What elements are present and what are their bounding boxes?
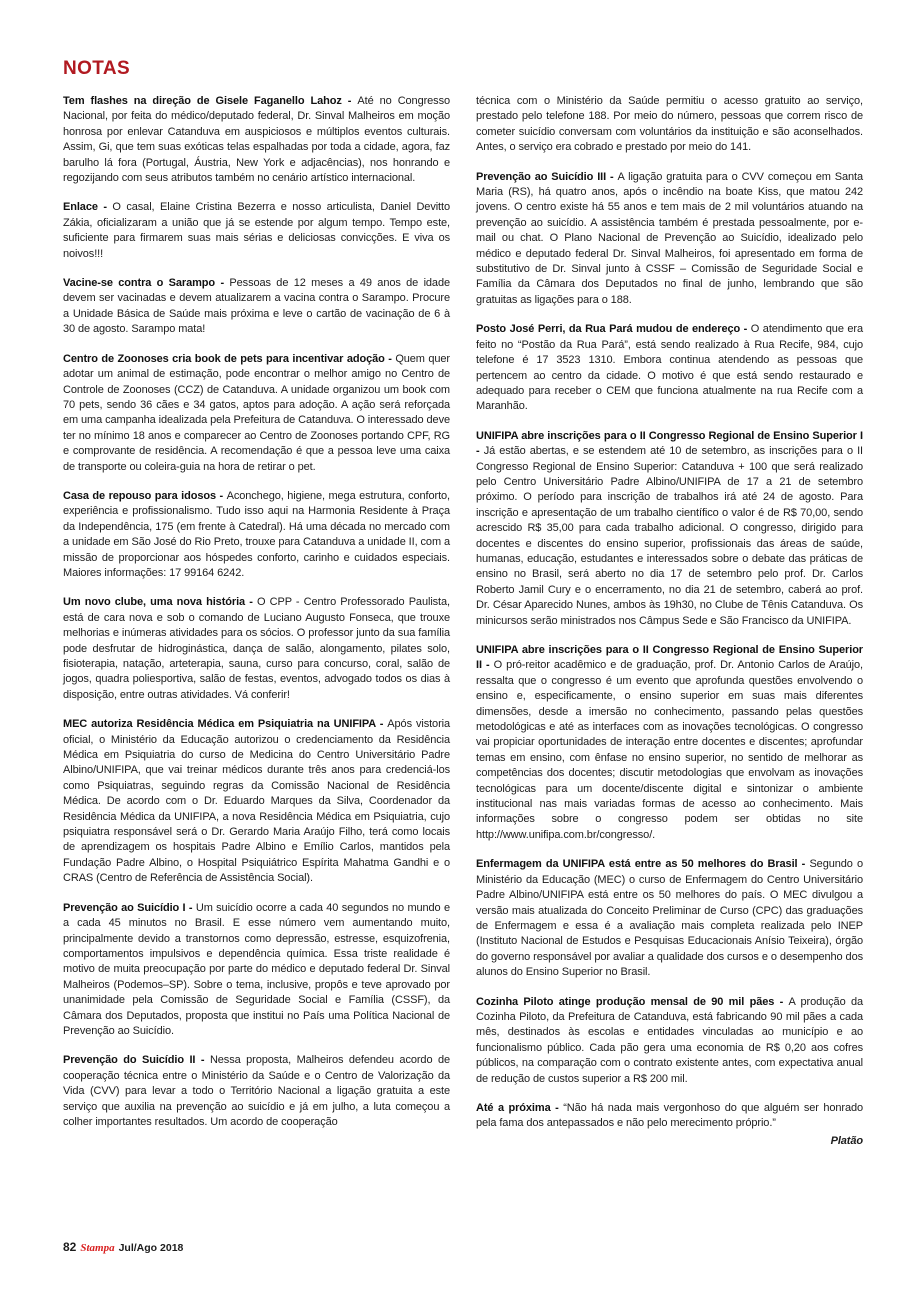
news-item-title: Cozinha Piloto atinge produção mensal de 90 mil pães: [476, 995, 775, 1008]
news-item-title: Até a próxima: [476, 1101, 551, 1114]
title-separator: -: [245, 596, 257, 609]
title-separator: -: [740, 323, 751, 336]
news-item-title: Um novo clube, uma nova história: [63, 596, 246, 609]
news-item: [63, 352, 450, 475]
title-separator: -: [185, 901, 196, 914]
title-separator: -: [384, 352, 396, 365]
page-number: 82: [63, 1240, 77, 1254]
title-separator: -: [481, 659, 494, 672]
news-item-text: Nessa proposta, Malheiros defendeu acordo de cooperação técnica entre o Ministério da Saúde e o Centro de Valorização da Vida (CVV) para levar a todo o Território Nacional a ligação gratuita a este serviço que auxilia na prevenção ao suicídio e já em julho, a luta começou a colher importantes resultados. Um acordo de cooperação: [63, 1054, 450, 1128]
news-item-text: O CPP - Centro Professorado Paulista, está de cara nova e sob o comando de Luciano Augusto Fonseca, que trouxe melhorias e inúmeras atividades para os sócios. O professor junto da sua família pode desfrutar de hidroginástica, dança de salão, alongamento, pilates solo, fisioterapia, natação, arteterapia, sauna, curso para concurso, coral, salão de jogos, quadra poliesportiva, salão de festas, eventos, advogado todos os dias à disposição, entre outras atividades. Vá conferir!: [63, 596, 450, 701]
news-item-text: Segundo o Ministério da Educação (MEC) o curso de Enfermagem do Centro Universitário Padre Albino/UNIFIPA está entre os 50 melhores do país. O MEC divulgou a versão mais atualizada do Conceito Preliminar de Curso (CPC) das graduações de Enfermagem e essa é a avaliação mais completa realizada pelo INEP (Instituto Nacional de Estudos e Pesquisas Educacionais Anísio Teixeira), órgão do governo responsável por avaliar a qualidade dos cursos e o desempenho dos alunos do Ensino Superior no Brasil.: [476, 858, 863, 979]
news-item-title: Prevenção ao Suicídio I: [63, 901, 186, 914]
news-item-title: Posto José Perri, da Rua Pará mudou de endereço: [476, 323, 741, 336]
news-item: [476, 322, 863, 414]
title-separator: -: [195, 1054, 210, 1067]
news-item-title: Tem flashes na direção de Gisele Faganello Lahoz: [63, 95, 342, 107]
quote-attribution: Platão: [830, 1134, 863, 1147]
news-item-title: UNIFIPA abre inscrições para o II Congresso Regional de Ensino Superior II: [476, 644, 863, 672]
title-separator: -: [550, 1101, 564, 1114]
news-item: [476, 1101, 863, 1149]
news-item-title: Enfermagem da UNIFIPA está entre as 50 melhores do Brasil: [476, 858, 798, 871]
title-separator: -: [97, 201, 113, 214]
title-separator: -: [215, 277, 230, 290]
news-item-title: Prevenção do Suicídio II: [63, 1054, 196, 1067]
page-footer: [63, 1240, 183, 1254]
news-item-title: Enlace: [63, 201, 98, 214]
title-separator: -: [216, 489, 227, 502]
news-item-text: “Não há nada mais vergonhoso do que alguém ser honrado pela fama dos antepassados e não pelo merecimento próprio.”: [476, 1101, 864, 1130]
magazine-logo: Stampa: [80, 1242, 115, 1254]
news-item: [63, 717, 450, 886]
issue-date: Jul/Ago 2018: [118, 1242, 184, 1254]
news-item-text: Aconchego, higiene, mega estrutura, conforto, experiência e profissionalismo. Tudo isso aqui na Harmonia Residente à Praça da Independência, 175 (em frente à Catedral). Há uma década no mercado com a unidade em São José do Rio Preto, trouxe para Catanduva a unidade II, com a missão de proporcionar aos hóspedes conforto, carinho e cuidados especiais. Maiores informações: 17 99164 6242.: [63, 489, 450, 579]
news-item: [476, 170, 863, 309]
news-item-text: O casal, Elaine Cristina Bezerra e nosso articulista, Daniel Devitto Zákia, oficializaram a união que já se estende por algum tempo. Tempo este, suficiente para firmarem suas mais sérias e deliciosas convicções. E viva os noivos!!!: [63, 201, 450, 260]
news-item-text: O atendimento que era feito no “Postão da Rua Pará”, está sendo realizado à Rua Recife, 984, cujo telefone é 17 3523 1310. Embora continua atendendo as pessoas que pertencem ao centro da cidade. O motivo é que está sendo restaurado e adequado para receber o CEM que funciona atualmente na rua Recife com a Maranhão.: [476, 323, 863, 413]
news-item: [63, 595, 450, 703]
news-item-text: Pessoas de 12 meses a 49 anos de idade devem ser vacinadas e devem atualizarem a vacina contra o Sarampo. Procure a Unidade Básica de Saúde mais próxima e leve o cartão de vacinação de 6 à 30 de agosto. Sarampo mata!: [63, 277, 450, 336]
news-item: [63, 489, 450, 581]
news-item: [63, 94, 450, 186]
title-separator: -: [774, 995, 789, 1008]
news-item: [63, 200, 450, 262]
news-item-title: Prevenção ao Suicídio III: [476, 170, 607, 183]
news-item: [63, 901, 450, 1040]
news-item-text: A produção da Cozinha Piloto, da Prefeitura de Catanduva, está fabricando 90 mil pães a cada mês, destinados às escolas e entidades vinculadas ao município e ao funcionalismo público. Cada pão gera uma economia de R$ 0,20 aos cofres públicos, na comparação com o contrato existente antes, com expectativa anual de redução de custos superior a R$ 200 mil.: [476, 995, 863, 1085]
news-item-text: técnica com o Ministério da Saúde permitiu o acesso gratuito ao serviço, prestado pelo telefone 188. Por meio do número, pessoas que correm risco de cometer suicídio conversam com voluntários da instituição e são aconselhados. Antes, o serviço era cobrado e prestado por meio do 141.: [476, 95, 863, 154]
news-item-title: Vacine-se contra o Sarampo: [63, 277, 216, 290]
news-item: [476, 429, 863, 629]
title-separator: -: [375, 718, 388, 731]
news-item-text: A ligação gratuita para o CVV começou em Santa Maria (RS), há quatro anos, após o incêndio na boate Kiss, que matou 242 jovens. O centro existe há 55 anos e tem mais de 2 mil voluntários atuando na prevenção ao suicídio. A assistência também é prestada pessoalmente, por e-mail ou chat. O Plano Nacional de Prevenção ao Suicídio, idealizado pelo médico e deputado federal Dr. Sinval Malheiros, foi apresentado em forma de substitutivo de Dr. Sinval junto à CSSF – Comissão de Seguridade Social e Família da Câmara dos Deputados no final de junho, lembrando que são gratuitas as ligações para o 188.: [476, 170, 864, 306]
news-item: [63, 276, 450, 338]
column-right: [476, 94, 863, 1163]
news-item-title: UNIFIPA abre inscrições para o II Congresso Regional de Ensino Superior I: [476, 429, 863, 442]
title-separator: -: [606, 170, 618, 183]
title-separator: -: [341, 95, 358, 107]
column-left: [63, 94, 450, 1144]
news-item-text: Quem quer adotar um animal de estimação, pode encontrar o melhor amigo no Centro de Controle de Zoonoses (CCZ) de Catanduva. A unidade organizou um book com 70 pets, sendo 36 cães e 34 gatos, aptos para adoção. A ação será reforçada em uma campanha idealizada pela Prefeitura de Catanduva. O interessado deve ter no mínimo 18 anos e comparecer ao Centro de Zoonoses portando CPF, RG e comprovante de residência. A recomendação é que a pessoa leve uma caixa de transporte ou coleira-guia na hora de retirar o pet.: [63, 352, 450, 473]
news-item-text: Um suicídio ocorre a cada 40 segundos no mundo e a cada 45 minutos no Brasil. E esse número vem aumentando muito, principalmente devido a transtornos como depressão, estresse, esquizofrenia, comportamentos impulsivos e dependência química. Essa triste realidade é motivo de muita preocupação por parte do médico e deputado federal Dr. Sinval Malheiros (Podemos–SP). Sobre o tema, inclusive, propôs e teve aprovado por unanimidade pela Comissão de Seguridade Social e Família (CSSF), da Câmara dos Deputados, proposta que institui no País uma Política Nacional de Prevenção ao Suicídio.: [63, 901, 450, 1037]
news-item-text: O pró-reitor acadêmico e de graduação, prof. Dr. Antonio Carlos de Araújo, ressalta que o congresso é um evento que aprofunda questões envolvendo o ensino e, especificamente, o ensino superior em suas mais diferentes dimensões, desde a imersão no conhecimento, passando pelas questões metodológicas e até as interfaces com as inovações tecnológicas. O congresso vai propiciar oportunidades de interação entre docentes e discentes; aprofundar temas em ensino, com ênfase no ensino superior, no sentido de melhorar as competências dos docentes; discutir metodologias que envolvam as inovações tecnológicas para um docente/discente digital e sintonizar o ambiente institucional nas mais variadas formas de acesso ao conhecimento. Mais informações sobre o congresso podem ser obtidas no site http://www.unifipa.com.br/congresso/.: [476, 659, 863, 841]
news-item-text: Até no Congresso Nacional, por feita do médico/deputado federal, Dr. Sinval Malheiros em moção honrosa por enlevar Catanduva em auspiciosos e múltiplos eventos culturais. Assim, Gi, que tem suas exóticas telas espalhadas por toda a cidade, agora, faz barulho lá fora (Portugal, Áustria, New York e adjacências), nos honrando e regozijando com seus atributos também no cenário artístico internacional.: [63, 95, 450, 185]
news-item: [63, 1053, 450, 1130]
news-item: [476, 857, 863, 980]
news-item-text: Já estão abertas, e se estendem até 10 de setembro, as inscrições para o II Congresso Regional de Ensino Superior: Catanduva + 100 que será realizado pelo Centro Universitário Padre Albino/UNIFIPA de 17 a 21 de setembro próximo. O período para inscrição de trabalhos irá até 24 de agosto. Para inscrição e apresentação de um trabalho científico o valor é de R$ 70,00, sendo acrescido R$ 35,00 para cada trabalho adicional. O congresso, dirigido para docentes e discentes do ensino superior, profissionais das áreas de saúde, humanas, educação, estudantes e interessados sobre o debate das práticas de ensino no Brasil, será aberto no dia 17 de setembro pelo prof. Dr. Carlos Roberto Jamil Cury e o encerramento, no dia 21 de setembro, caberá ao prof. Dr. César Aparecido Nunes, ambos às 19h30, no Clube de Tênis Catanduva. Os minicursos serão ministrados nos Câmpus Sede e São Francisco da UNIFIPA.: [476, 445, 863, 627]
news-item: [476, 643, 863, 843]
page-title: NOTAS: [63, 58, 131, 79]
news-item-title: Casa de repouso para idosos: [63, 489, 216, 502]
news-item-title: MEC autoriza Residência Médica em Psiquiatria na UNIFIPA: [63, 718, 376, 731]
title-separator: -: [476, 445, 484, 458]
news-item-text: Após vistoria oficial, o Ministério da Educação autorizou o credenciamento da Residência Médica em Psiquiatria do curso de Medicina do Centro Universitário Padre Albino/UNIFIPA, que vai treinar médicos durante três anos para credenciá-los como Psiquiatras, seguindo regras da Comissão Nacional de Residência Médica. De acordo com o Dr. Eduardo Marques da Silva, Coordenador da Residência Médica da UNIFIPA, a nova Residência Médica em Psiquiatria, cujo psiquiatra responsável será o Dr. Gerardo Maria Araújo Filho, terá como locais de aprendizagem os hospitais Padre Albino e Emílio Carlos, mantidos pela Fundação Padre Albino, o Hospital Psiquiátrico Espírita Mahatma Gandhi e o CRAS (Centro de Referência de Assistência Social).: [63, 718, 450, 885]
title-separator: -: [797, 858, 810, 871]
news-item-title: Centro de Zoonoses cria book de pets para incentivar adoção: [63, 352, 385, 365]
news-item: [476, 995, 863, 1087]
news-item: [476, 94, 863, 156]
